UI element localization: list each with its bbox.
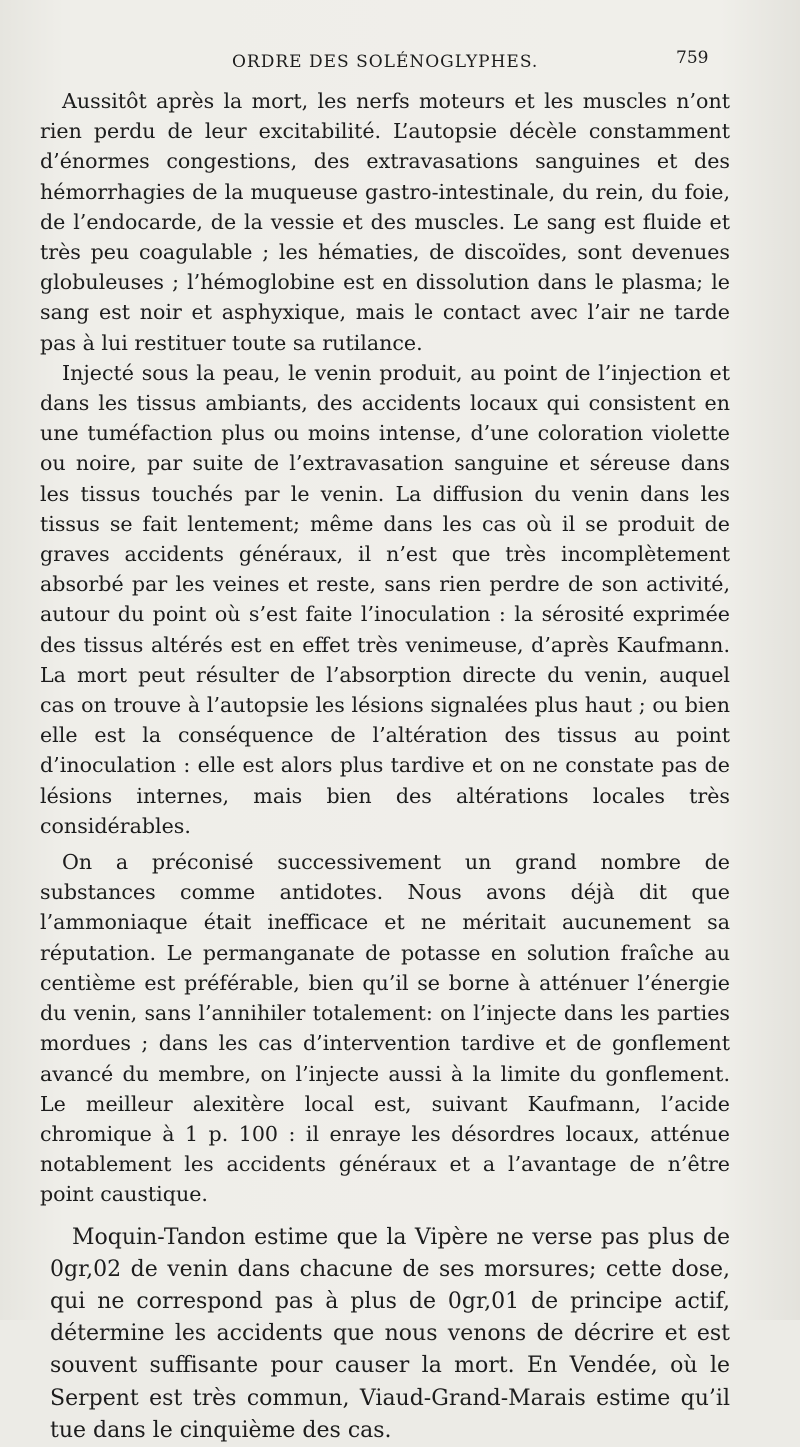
- page-header: [0, 48, 800, 86]
- running-title: ORDRE DES SOLÉNOGLYPHES.: [232, 52, 539, 72]
- page-body: [40, 86, 730, 1447]
- page-number: 759: [676, 48, 709, 68]
- paragraph-autopsie: Aussitôt après la mort, les nerfs moteurs et les muscles n’ont rien perdu de leur excitabilité. L’autopsie décèle constamment d’énormes congestions, des extravasations sanguines et des hémorrhagies de la muqueuse gastro-intestinale, du rein, du foie, de l’endocarde, de la vessie et des muscles. Le sang est fluide et très peu coagulable ; les hématies, de discoïdes, sont devenues globuleuses ; l’hémoglobine est en dissolution dans le plasma; le sang est noir et asphyxique, mais le contact avec l’air ne tarde pas à lui restituer toute sa rutilance.: [40, 89, 730, 355]
- paragraph-injection: Injecté sous la peau, le venin produit, au point de l’injection et dans les tissus ambiants, des accidents locaux qui consistent en une tuméfaction plus ou moins intense, d’une coloration violette ou noire, par suite de l’extravasation sanguine et séreuse dans les tissus touchés par le venin. La diffusion du venin dans les tissus se fait lentement; même dans les cas où il se produit de graves accidents généraux, il n’est que très incomplètement absorbé par les veines et reste, sans rien perdre de son activité, autour du point où s’est faite l’inoculation : la sérosité exprimée des tissus altérés est en effet très venimeuse, d’après Kaufmann. La mort peut résulter de l’absorption directe du venin, auquel cas on trouve à l’autopsie les lésions signalées plus haut ; ou bien elle est la conséquence de l’altération des tissus au point d’inoculation : elle est alors plus tardive et on ne constate pas de lésions internes, mais bien des altérations locales très considérables.: [40, 360, 730, 838]
- paragraph-moquin-tandon: Moquin-Tandon estime que la Vipère ne verse pas plus de 0gr,02 de venin dans chacune de ses morsures; cette dose, qui ne correspond pas à plus de 0gr,01 de principe actif, détermine les accidents que nous venons de décrire et est souvent suffisante pour causer la mort. En Vendée, où le Serpent est très commun, Viaud-Grand-Marais estime qu’il tue dans le cinquième des cas.: [50, 1224, 730, 1443]
- paragraph-antidotes: On a préconisé successivement un grand nombre de substances comme antidotes. Nous avons déjà dit que l’ammoniaque était inefficace et ne méritait aucunement sa réputation. Le permanganate de potasse en solution fraîche au centième est préférable, bien qu’il se borne à atténuer l’énergie du venin, sans l’annihiler totalement: on l’injecte dans les parties mordues ; dans les cas d’intervention tardive et de gonflement avancé du membre, on l’injecte aussi à la limite du gonflement. Le meilleur alexitère local est, suivant Kaufmann, l’acide chromique à 1 p. 100 : il enraye les désordres locaux, atténue notablement les accidents généraux et a l’avantage de n’être point caustique.: [40, 850, 730, 1207]
